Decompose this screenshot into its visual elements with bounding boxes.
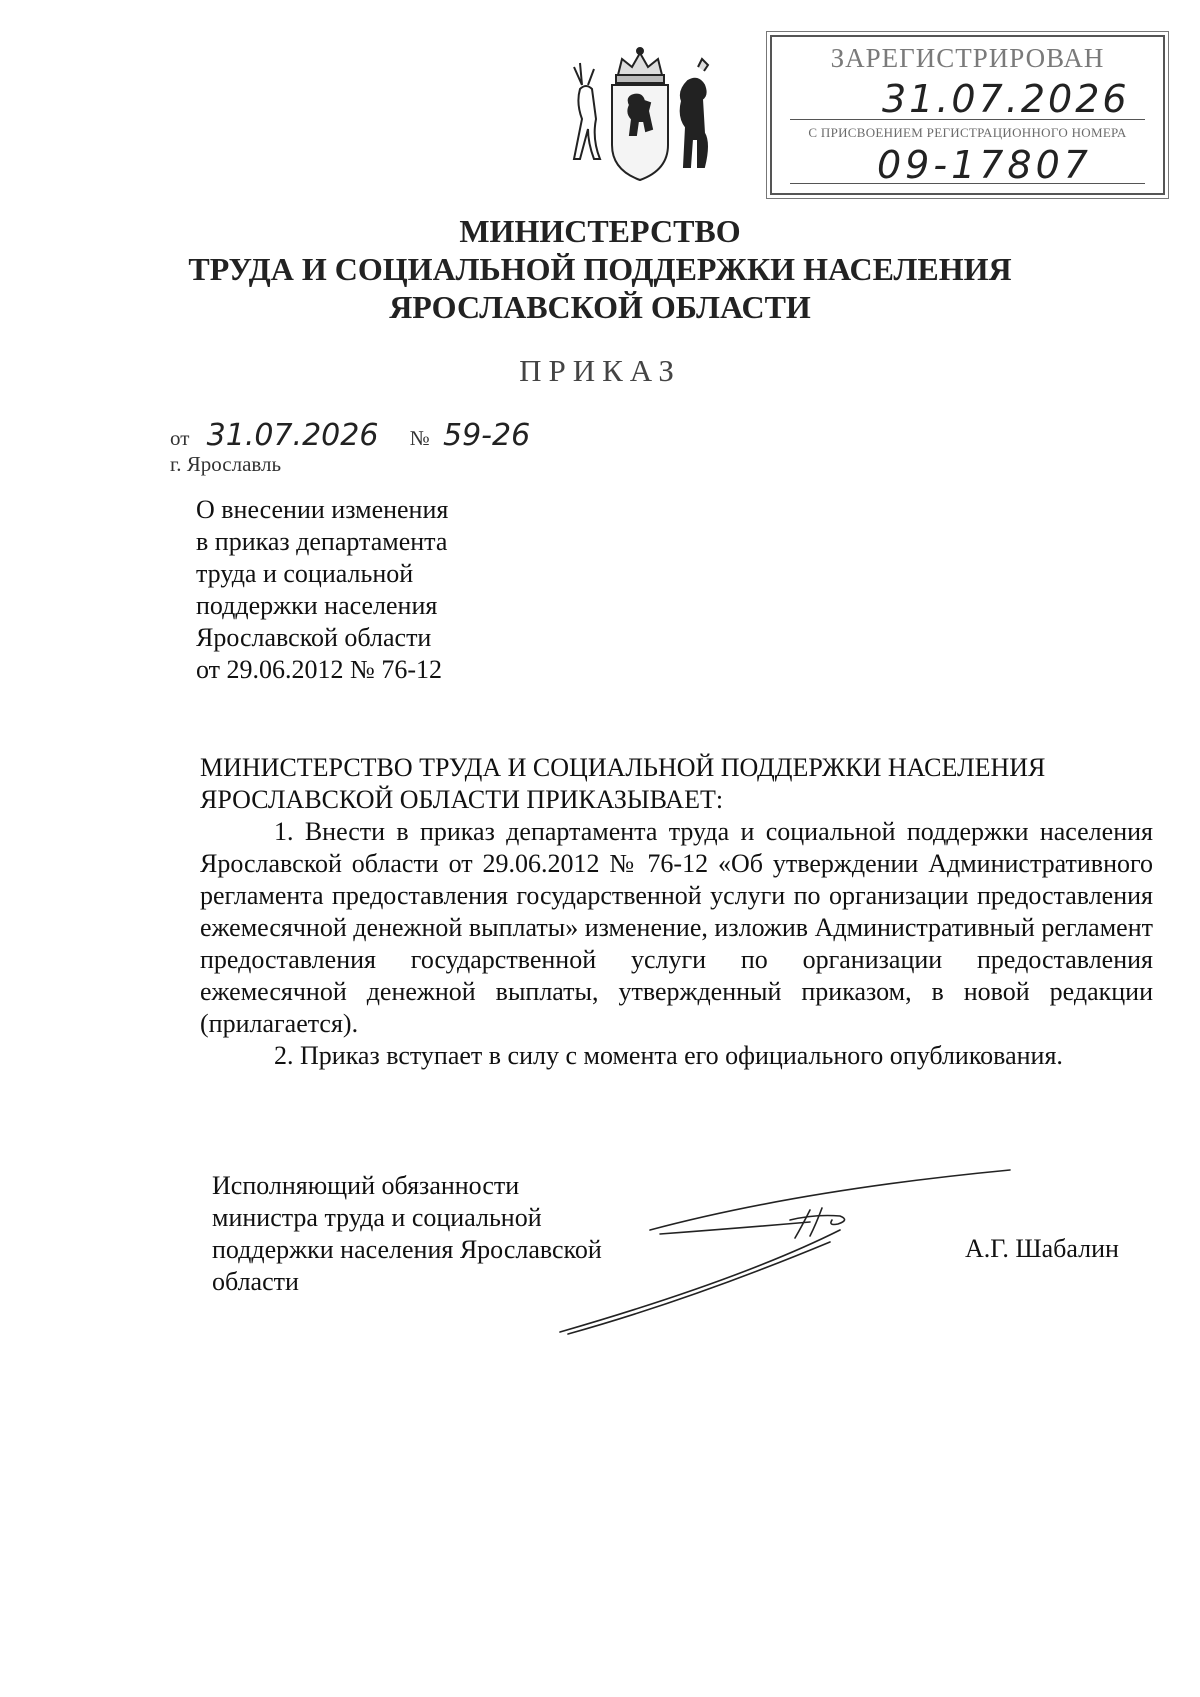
subject-line: поддержки населения [196, 591, 438, 620]
order-date-number-line [170, 418, 530, 453]
handwritten-signature-icon [540, 1150, 1020, 1350]
yaroslavl-coat-of-arms-icon [560, 45, 720, 195]
registration-stamp [770, 35, 1165, 195]
ministry-header-line-1: МИНИСТЕРСТВО [459, 213, 741, 249]
subject-line: труда и социальной [196, 559, 414, 588]
subject-line: Ярославской области [196, 623, 432, 652]
signatory-position-line: Исполняющий обязанности [212, 1171, 520, 1200]
signatory-name: А.Г. Шабалин [965, 1234, 1119, 1263]
ministry-header-line-3: ЯРОСЛАВСКОЙ ОБЛАСТИ [389, 289, 811, 325]
order-item-1: 1. Внести в приказ департамента труда и социальной поддержки населения Ярославской области от 29.06.2012 № 76-12 «Об утверждении Административного регламента предоставления государственной услуги по организации предоставления ежемесячной денежной выплаты» изменение, изложив Административный регламент предоставления государственной услуги по организации предоставления ежемесячной денежной выплаты, утвержденный приказом, в новой редакции (прилагается). [200, 817, 1153, 1038]
order-number: 59-26 [442, 418, 531, 453]
stamp-number: 09-17807 [877, 143, 1092, 187]
stamp-date: 31.07.2026 [882, 77, 1130, 121]
number-label: № [409, 426, 430, 450]
stamp-title: ЗАРЕГИСТРИРОВАН [830, 43, 1105, 73]
document-type: ПРИКАЗ [519, 353, 681, 388]
order-item-2: 2. Приказ вступает в силу с момента его официального опубликования. [274, 1041, 1063, 1070]
preamble-line-1: МИНИСТЕРСТВО ТРУДА И СОЦИАЛЬНОЙ ПОДДЕРЖКИ НАСЕЛЕНИЯ [200, 753, 1046, 782]
subject-line: О внесении изменения [196, 495, 449, 524]
order-subject [196, 494, 526, 686]
signatory-position-line: министра труда и социальной [212, 1203, 542, 1232]
ministry-header [0, 212, 1200, 326]
stamp-bottom-line [790, 183, 1145, 184]
order-body [200, 752, 1153, 1072]
subject-line: в приказ департамента [196, 527, 448, 556]
order-date: 31.07.2026 [206, 418, 379, 453]
city: г. Ярославль [170, 452, 282, 476]
stamp-divider [790, 119, 1145, 120]
stamp-subtitle: С ПРИСВОЕНИЕМ РЕГИСТРАЦИОННОГО НОМЕРА [808, 125, 1127, 140]
signatory-position-line: области [212, 1267, 299, 1296]
date-label: от [170, 426, 190, 450]
signatory-position-line: поддержки населения Ярославской [212, 1235, 602, 1264]
preamble-line-2: ЯРОСЛАВСКОЙ ОБЛАСТИ ПРИКАЗЫВАЕТ: [200, 785, 724, 814]
ministry-header-line-2: ТРУДА И СОЦИАЛЬНОЙ ПОДДЕРЖКИ НАСЕЛЕНИЯ [188, 251, 1012, 287]
subject-line: от 29.06.2012 № 76-12 [196, 655, 442, 684]
